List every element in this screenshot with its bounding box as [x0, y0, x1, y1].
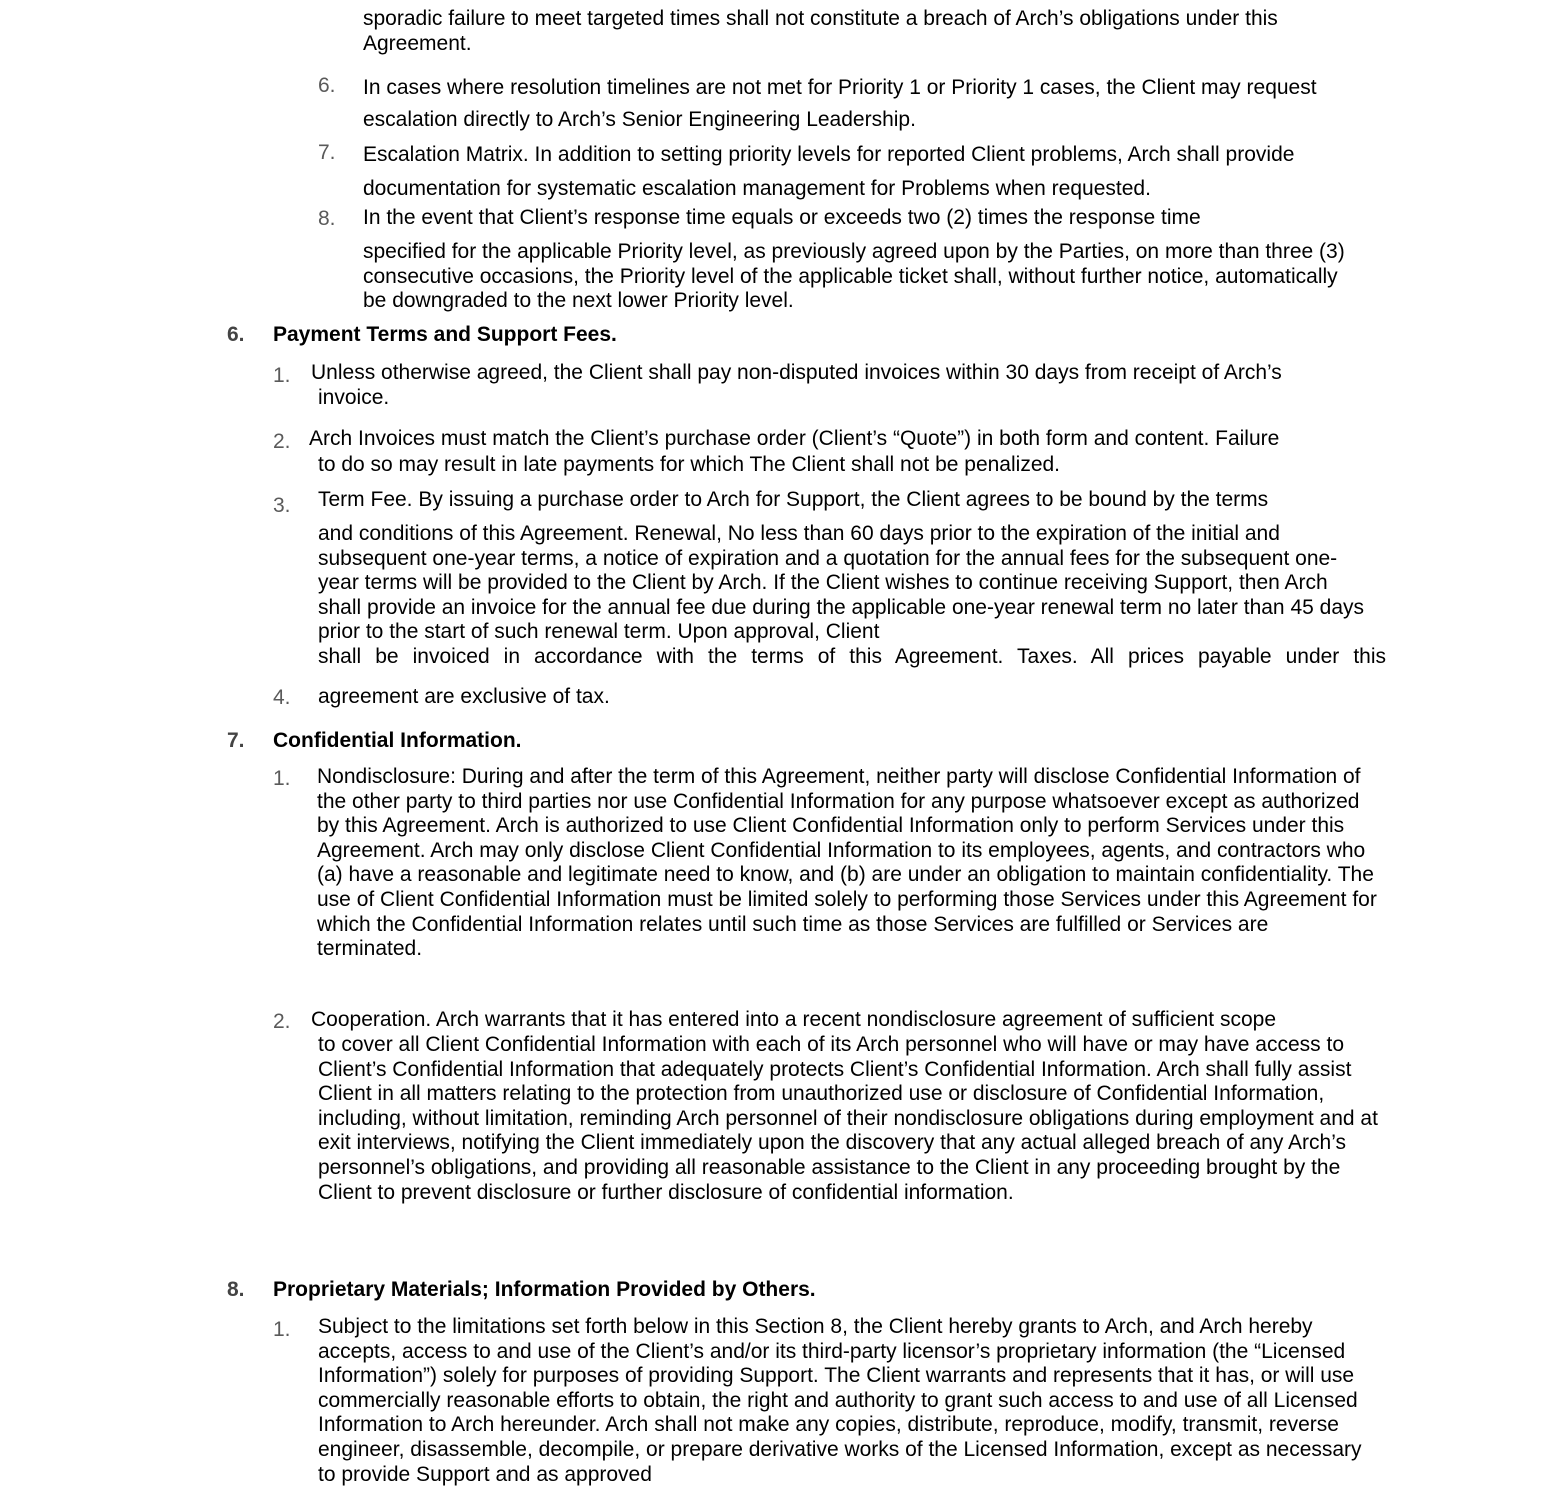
section-number: 7. [227, 729, 245, 752]
list-number: 1. [273, 364, 291, 387]
section-number: 6. [227, 323, 245, 346]
list-number: 7. [318, 141, 336, 164]
list-number: 4. [273, 686, 291, 709]
list-number: 3. [273, 494, 291, 517]
list-item-text: Cooperation. Arch warrants that it has entered into a recent nondisclosure agreement of sufficient scope [311, 1008, 1277, 1031]
section-number: 8. [227, 1278, 245, 1301]
section-heading: Confidential Information. [273, 729, 522, 752]
list-item-text: and conditions of this Agreement. Renewal, No less than 60 days prior to the expiration of the initial and subsequent one-year terms, a notice of expiration and a quotation for the annual fees for the subsequent one-year terms will be provided to the Client by Arch. If the Client wishes to continue receiving Support, then Arch shall provide an invoice for the annual fee due during the applicable one-year renewal term no later than 45 days prior to the start of such renewal term. Upon approval, Client [318, 522, 1365, 644]
list-number: 1. [273, 767, 291, 790]
section-heading: Payment Terms and Support Fees. [273, 323, 617, 346]
list-number: 1. [273, 1318, 291, 1341]
list-item-text: In cases where resolution timelines are not met for Priority 1 or Priority 1 cases, the Client may request escalation directly to Arch’s Senior Engineering Leadership. [363, 76, 1317, 131]
continuation-paragraph: sporadic failure to meet targeted times shall not constitute a breach of Arch’s obligations under this Agreement. [363, 7, 1278, 55]
list-item-text: Arch Invoices must match the Client’s purchase order (Client’s “Quote”) in both form and content. Failure [309, 427, 1280, 450]
list-item-text: invoice. [318, 386, 390, 409]
list-item-text: Escalation Matrix. In addition to setting priority levels for reported Client problems, Arch shall provide documentation for systematic escalation management for Problems when requested. [363, 143, 1295, 200]
list-number: 6. [318, 74, 336, 97]
list-number: 8. [318, 207, 336, 230]
list-item-text: to do so may result in late payments for which The Client shall not be penalized. [318, 453, 1061, 476]
list-item-text: shall be invoiced in accordance with the terms of this Agreement. Taxes. All prices payable under this [318, 645, 1386, 668]
section-heading: Proprietary Materials; Information Provided by Others. [273, 1278, 816, 1301]
list-item-text: to cover all Client Confidential Information with each of its Arch personnel who will have or may have access to Client’s Confidential Information that adequately protects Client’s Confidential Information. Arch shall fully assist Client in all matters relating to the protection from unauthorized use or disclosure of Confidential Information, including, without limitation, reminding Arch personnel of their nondisclosure obligations during employment and at exit interviews, notifying the Client immediately upon the discovery that any actual alleged breach of any Arch’s personnel’s obligations, and providing all reasonable assistance to the Client in any proceeding brought by the Client to prevent disclosure or further disclosure of confidential information. [318, 1033, 1378, 1204]
list-number: 2. [273, 1010, 291, 1033]
list-item-text: Subject to the limitations set forth below in this Section 8, the Client hereby grants to Arch, and Arch hereby accepts, access to and use of the Client’s and/or its third-party licensor’s proprietary information (the “Licensed Information”) solely for purposes of providing Support. The Client warrants and represents that it has, or will use commercially reasonable efforts to obtain, the right and authority to grant such access to and use of all Licensed Information to Arch hereunder. Arch shall not make any copies, distribute, reproduce, modify, transmit, reverse engineer, disassemble, decompile, or prepare derivative works of the Licensed Information, except as necessary to provide Support and as approved [318, 1315, 1362, 1486]
list-item-text: Term Fee. By issuing a purchase order to Arch for Support, the Client agrees to be bound by the terms [318, 488, 1269, 511]
list-item-text: agreement are exclusive of tax. [318, 685, 610, 708]
list-item-text: In the event that Client’s response time equals or exceeds two (2) times the response time [363, 206, 1201, 229]
list-number: 2. [273, 430, 291, 453]
list-item-text: specified for the applicable Priority level, as previously agreed upon by the Parties, on more than three (3) consecutive occasions, the Priority level of the applicable ticket shall, without further notice, automatically be downgraded to the next lower Priority level. [363, 240, 1345, 313]
list-item-text: Nondisclosure: During and after the term of this Agreement, neither party will disclose Confidential Information of the other party to third parties nor use Confidential Information for any purpose whatsoever except as authorized by this Agreement. Arch is authorized to use Client Confidential Information only to perform Services under this Agreement. Arch may only disclose Client Confidential Information to its employees, agents, and contractors who (a) have a reasonable and legitimate need to know, and (b) are under an obligation to maintain confidentiality. The use of Client Confidential Information must be limited solely to performing those Services under this Agreement for which the Confidential Information relates until such time as those Services are fulfilled or Services are terminated. [317, 765, 1377, 961]
list-item-text: Unless otherwise agreed, the Client shall pay non-disputed invoices within 30 days from receipt of Arch’s [311, 361, 1282, 384]
